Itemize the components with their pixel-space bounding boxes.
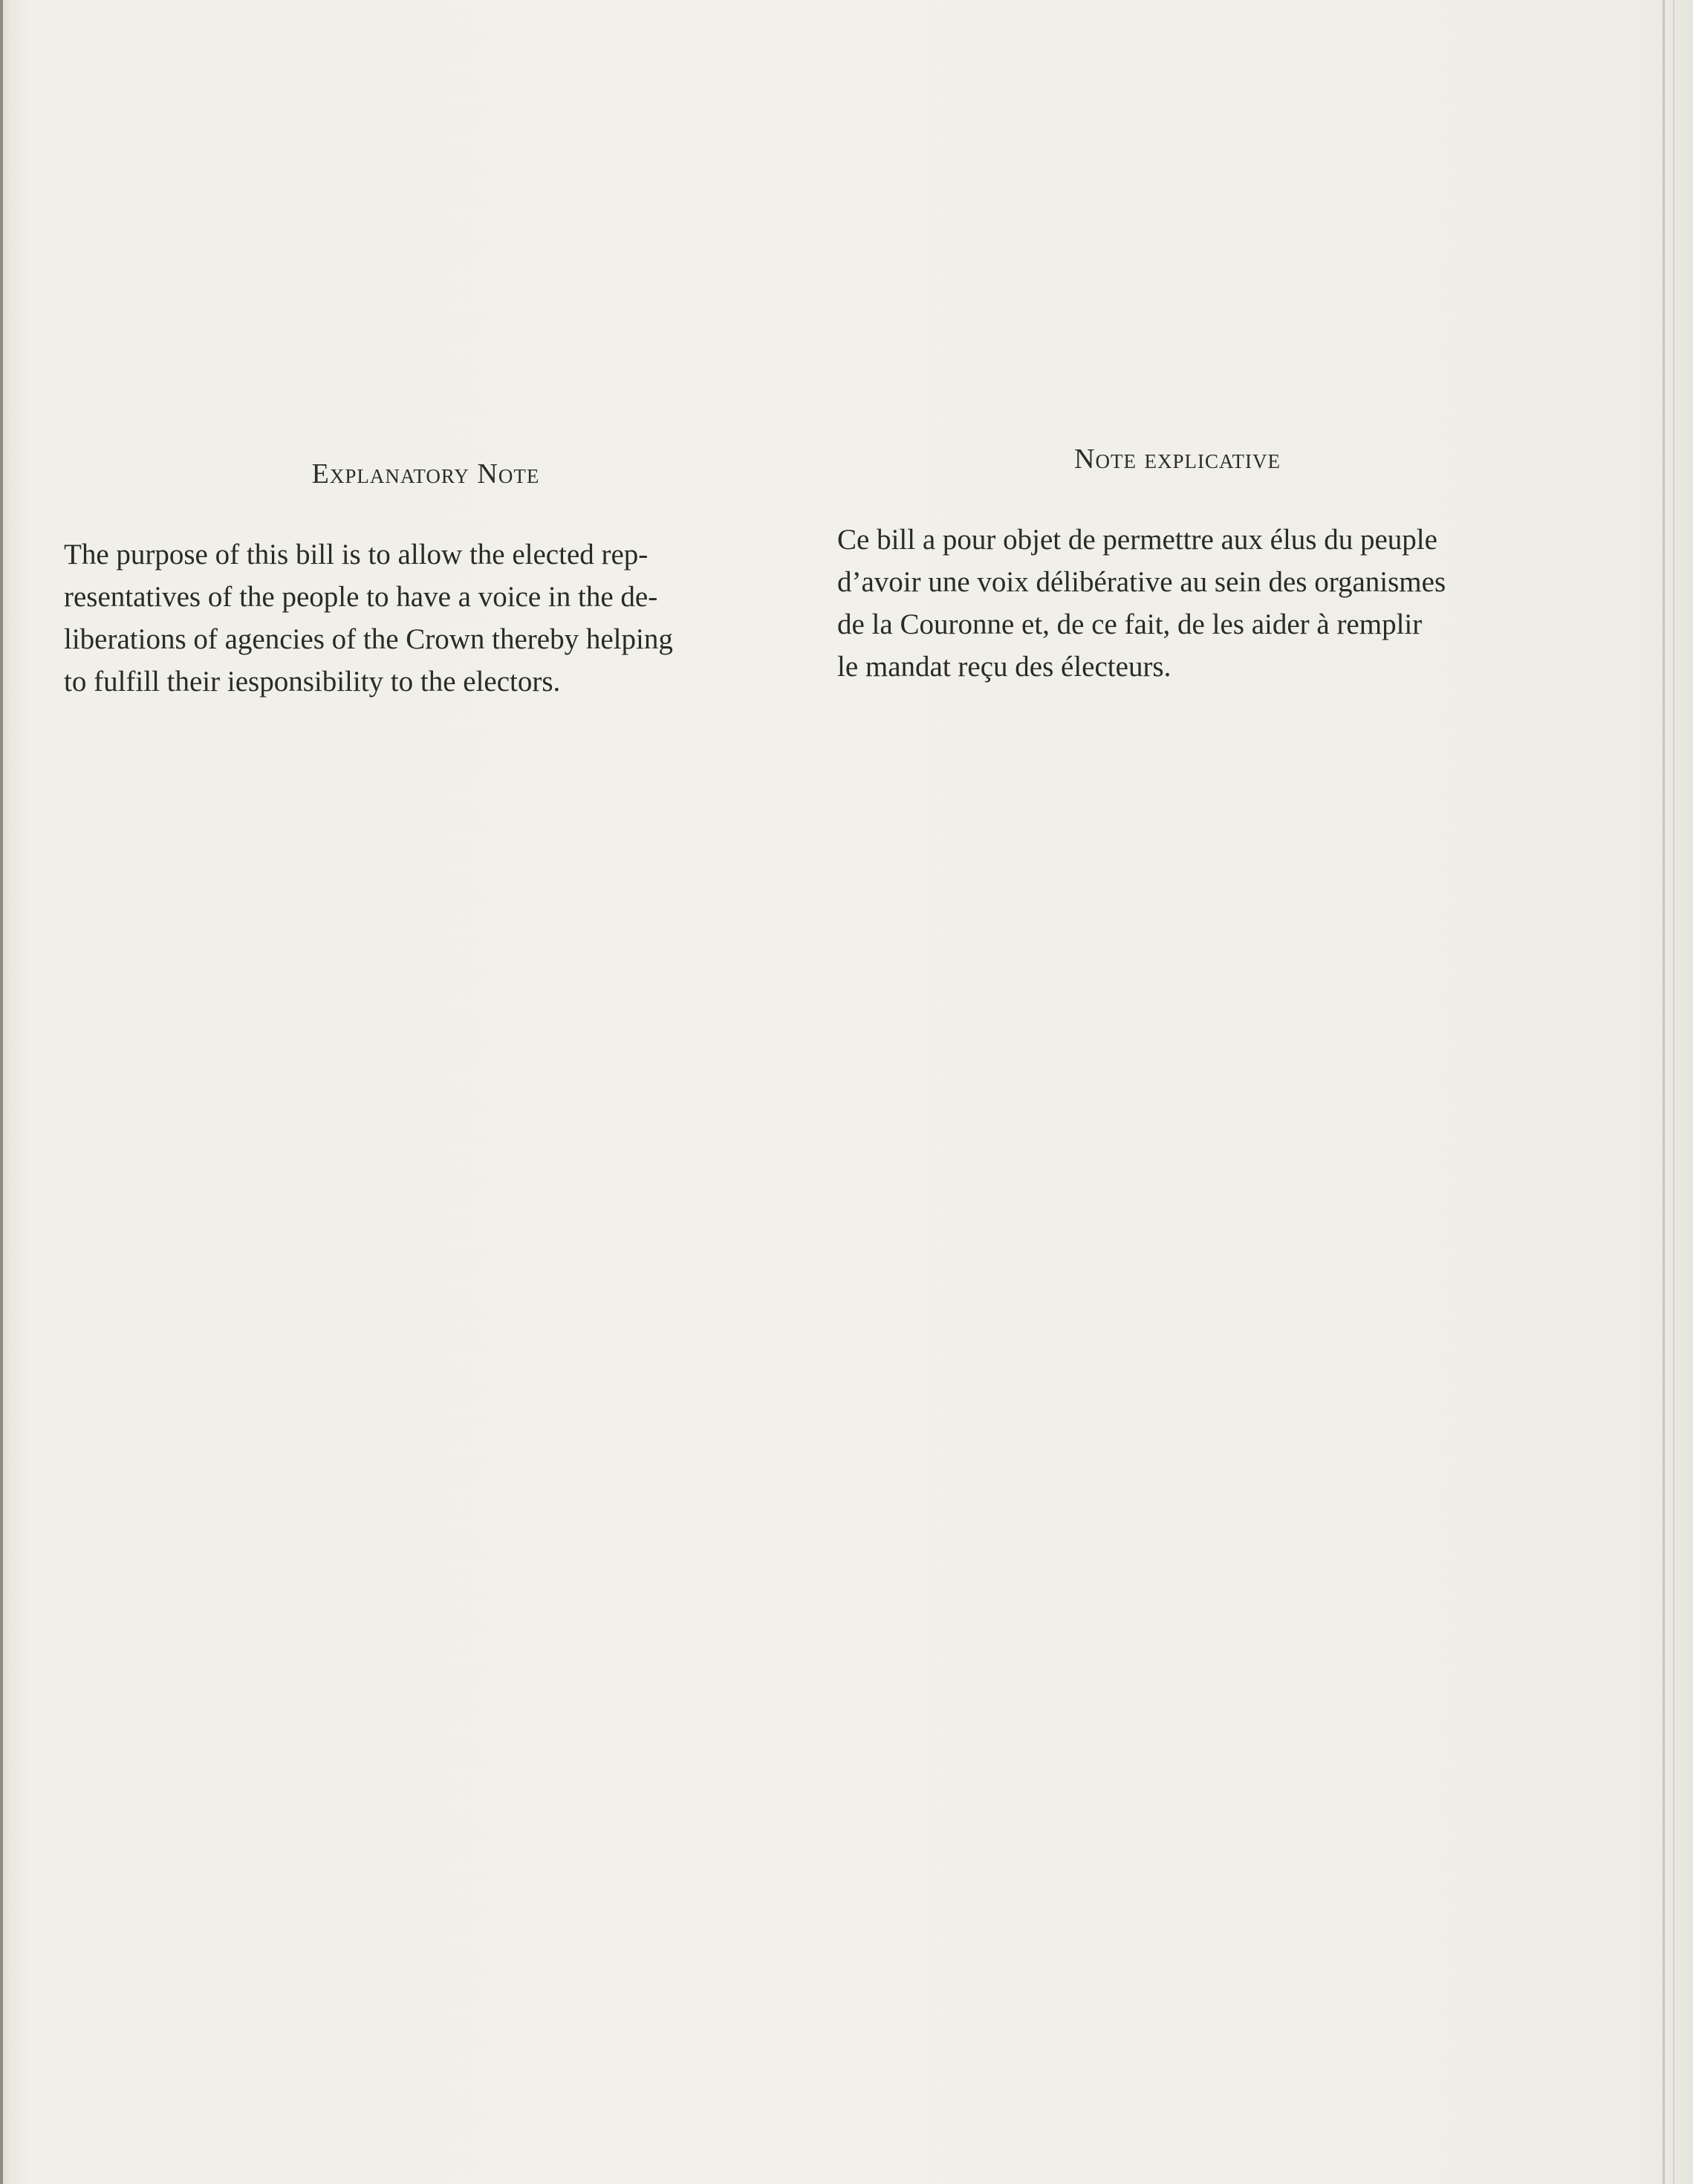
english-line-2: resentatives of the people to have a voice in the de- bbox=[64, 581, 658, 613]
french-paragraph bbox=[806, 519, 1549, 688]
page-right-gutter-secondary bbox=[1673, 0, 1674, 2184]
french-line-1: Ce bill a pour objet de permettre aux élus du peuple bbox=[837, 524, 1437, 556]
english-column bbox=[36, 458, 771, 703]
english-line-1: The purpose of this bill is to allow the elected rep- bbox=[64, 539, 649, 571]
french-line-3: de la Couronne et, de ce fait, de les aider à remplir bbox=[837, 608, 1423, 640]
french-line-4: le mandat reçu des électeurs. bbox=[837, 651, 1172, 683]
english-paragraph bbox=[36, 533, 771, 703]
french-line-2: d’avoir une voix délibérative au sein des organismes bbox=[837, 566, 1446, 598]
english-line-3: liberations of agencies of the Crown thereby helping bbox=[64, 623, 673, 655]
french-column bbox=[806, 443, 1549, 688]
french-heading: Note explicative bbox=[1074, 443, 1281, 475]
english-line-4: to fulfill their iesponsibility to the electors. bbox=[64, 666, 561, 698]
english-heading: Explanatory Note bbox=[311, 458, 540, 490]
page-left-edge bbox=[0, 0, 3, 2184]
page-right-gutter bbox=[1663, 0, 1665, 2184]
